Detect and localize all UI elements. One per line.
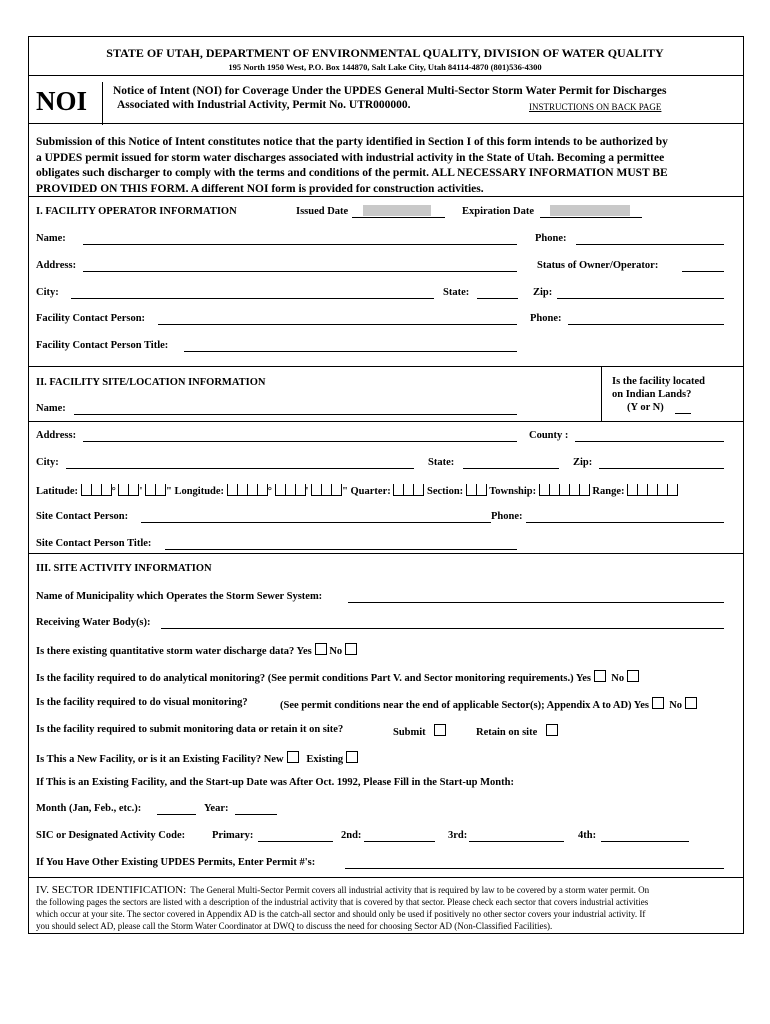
county-field[interactable] (575, 441, 724, 442)
other-permits-label: If You Have Other Existing UPDES Permits, Enter Permit #'s: (36, 857, 316, 868)
site-phone-label: Phone: (491, 511, 523, 522)
contact-person-label: Facility Contact Person: (36, 313, 146, 324)
operator-name-label: Name: (36, 233, 66, 244)
retain-option (476, 724, 558, 738)
no-label: No (611, 673, 625, 684)
range-label: Range: (592, 486, 625, 497)
site-city-label: City: (36, 457, 59, 468)
section-4-block (36, 883, 736, 932)
site-city-field[interactable] (66, 468, 414, 469)
quarter-label: " Quarter: (342, 486, 391, 497)
issued-date-field[interactable] (352, 217, 445, 218)
latitude-row (36, 484, 678, 499)
municipality-field[interactable] (348, 602, 724, 603)
notice-line-1: Notice of Intent (NOI) for Coverage Under the UPDES General Multi-Sector Storm Water Permit for Discharges (113, 85, 667, 97)
longitude-degrees-boxes[interactable] (227, 484, 268, 499)
year-field[interactable] (235, 814, 277, 815)
startup-instruction: If This is an Existing Facility, and the Start-up Date was After Oct. 1992, Please Fill in the Start-up Month: (36, 777, 514, 788)
site-name-field[interactable] (74, 414, 517, 415)
divider (29, 123, 743, 124)
latitude-seconds-boxes[interactable] (145, 484, 166, 499)
submit-question: Is the facility required to submit monitoring data or retain it on site? (36, 724, 344, 735)
township-label: Township: (489, 486, 537, 497)
month-label: Month (Jan, Feb., etc.): (36, 803, 142, 814)
latitude-minutes-boxes[interactable] (118, 484, 139, 499)
site-phone-field[interactable] (526, 522, 724, 523)
indian-lands-line-3: (Y or N) (627, 402, 664, 413)
fourth-sic-field[interactable] (601, 841, 689, 842)
divider (102, 82, 103, 125)
degree-symbol: ° (267, 486, 272, 497)
expiration-date-label: Expiration Date (462, 206, 535, 217)
latitude-degrees-boxes[interactable] (81, 484, 112, 499)
primary-sic-field[interactable] (258, 841, 333, 842)
year-label: Year: (204, 803, 229, 814)
intro-paragraph (36, 135, 668, 197)
submit-checkbox[interactable] (434, 724, 446, 736)
no-label: No (329, 646, 343, 657)
visual-note: (See permit conditions near the end of applicable Sector(s); Appendix A to AD) Yes (280, 700, 649, 711)
analytical-yes-checkbox[interactable] (594, 670, 606, 682)
retain-label: Retain on site (476, 727, 538, 738)
agency-address: 195 North 1950 West, P.O. Box 144870, Salt Lake City, Utah 84114-4870 (801)536-4300 (228, 62, 542, 72)
quant-data-label: Is there existing quantitative storm water discharge data? Yes (36, 646, 312, 657)
divider (29, 75, 743, 76)
site-zip-field[interactable] (599, 468, 724, 469)
no-label: No (669, 700, 683, 711)
section-label: Section: (427, 486, 464, 497)
operator-address-field[interactable] (83, 271, 517, 272)
site-name-label: Name: (36, 403, 66, 414)
sic-label: SIC or Designated Activity Code: (36, 830, 186, 841)
month-field[interactable] (157, 814, 196, 815)
analytical-label: Is the facility required to do analytical monitoring? (See permit conditions Part V. and Sector monitoring requirements.) Yes (36, 673, 592, 684)
minute-symbol: ' (305, 486, 309, 497)
degree-symbol: ° (111, 486, 116, 497)
site-zip-label: Zip: (573, 457, 593, 468)
divider (29, 421, 743, 422)
section-4-title: IV. SECTOR IDENTIFICATION: (36, 884, 187, 896)
county-label: County : (529, 430, 569, 441)
section-4-text: you should select AD, please call the Storm Water Coordinator at DWQ to discuss the need for choosing Sector AD (Non-Classified Facilities). (36, 921, 553, 931)
latitude-label: Latitude: (36, 486, 78, 497)
section-3-title: III. SITE ACTIVITY INFORMATION (36, 563, 212, 574)
issued-date-shade (363, 205, 431, 216)
analytical-question (36, 670, 639, 684)
divider (29, 877, 743, 878)
expiration-date-shade (550, 205, 630, 216)
analytical-no-checkbox[interactable] (627, 670, 639, 682)
intro-line: a UPDES permit issued for storm water discharges associated with industrial activity in the State of Utah. Becoming a permittee (36, 151, 665, 164)
visual-no-checkbox[interactable] (685, 697, 697, 709)
other-permits-field[interactable] (345, 868, 724, 869)
existing-facility-checkbox[interactable] (346, 751, 358, 763)
indian-lands-line-2: on Indian Lands? (612, 389, 692, 400)
section-4-text: The General Multi-Sector Permit covers all industrial activity that is required by law to be covered by a storm water permit. On (190, 885, 650, 895)
visual-question-options (280, 697, 697, 711)
operator-phone-field[interactable] (576, 244, 724, 245)
visual-question: Is the facility required to do visual monitoring? (36, 697, 248, 708)
new-existing-question (36, 751, 358, 765)
operator-city-label: City: (36, 287, 59, 298)
divider (29, 196, 743, 197)
noi-label: NOI (36, 86, 88, 116)
intro-line: PROVIDED ON THIS FORM. A different NOI form is provided for construction activities. (36, 182, 484, 195)
divider (29, 553, 743, 554)
site-state-field[interactable] (463, 468, 559, 469)
site-contact-title-label: Site Contact Person Title: (36, 538, 152, 549)
quant-yes-checkbox[interactable] (315, 643, 327, 655)
contact-title-field[interactable] (184, 351, 517, 352)
quarter-boxes[interactable] (393, 484, 424, 499)
third-sic-field[interactable] (469, 841, 564, 842)
section-4-text: which occur at your site. The sector covered in Appendix AD is the catch-all sector and should only be used if positively no other sector covers your industrial activity. If (36, 909, 646, 919)
operator-state-label: State: (443, 287, 470, 298)
section-1-title: I. FACILITY OPERATOR INFORMATION (36, 206, 237, 217)
indian-lands-field[interactable] (675, 413, 691, 414)
existing-label: Existing (306, 754, 344, 765)
receiving-water-field[interactable] (161, 628, 724, 629)
instructions-link[interactable]: INSTRUCTIONS ON BACK PAGE (529, 102, 662, 112)
intro-line: obligates such discharger to comply with the terms and conditions of the permit. ALL NECESSARY INFORMATION MUST BE (36, 167, 668, 179)
third-sic-label: 3rd: (448, 830, 468, 841)
operator-city-field[interactable] (71, 298, 434, 299)
second-sic-label: 2nd: (341, 830, 362, 841)
operator-name-field[interactable] (83, 244, 517, 245)
operator-address-label: Address: (36, 260, 77, 271)
section-boxes[interactable] (466, 484, 487, 499)
second-sic-field[interactable] (364, 841, 435, 842)
site-contact-field[interactable] (141, 522, 491, 523)
new-facility-label: Is This a New Facility, or is it an Existing Facility? New (36, 754, 284, 765)
range-boxes[interactable] (627, 484, 678, 499)
site-address-field[interactable] (83, 441, 517, 442)
quant-no-checkbox[interactable] (345, 643, 357, 655)
expiration-date-field[interactable] (540, 217, 642, 218)
section-2-title: II. FACILITY SITE/LOCATION INFORMATION (36, 377, 266, 388)
new-facility-checkbox[interactable] (287, 751, 299, 763)
site-contact-label: Site Contact Person: (36, 511, 129, 522)
owner-status-field[interactable] (682, 271, 724, 272)
municipality-label: Name of Municipality which Operates the Storm Sewer System: (36, 591, 323, 602)
fourth-sic-label: 4th: (578, 830, 597, 841)
operator-zip-field[interactable] (557, 298, 724, 299)
site-contact-title-field[interactable] (165, 549, 517, 550)
longitude-label: " Longitude: (166, 486, 225, 497)
indian-lands-line-1: Is the facility located (612, 376, 706, 387)
contact-phone-label: Phone: (530, 313, 562, 324)
retain-checkbox[interactable] (546, 724, 558, 736)
contact-phone-field[interactable] (568, 324, 724, 325)
receiving-water-label: Receiving Water Body(s): (36, 617, 151, 628)
minute-symbol: ' (139, 486, 143, 497)
township-boxes[interactable] (539, 484, 590, 499)
operator-state-field[interactable] (477, 298, 518, 299)
notice-line-2: Associated with Industrial Activity, Permit No. UTR000000. (117, 99, 411, 111)
site-state-label: State: (428, 457, 455, 468)
longitude-minutes-boxes[interactable] (275, 484, 306, 499)
contact-title-label: Facility Contact Person Title: (36, 340, 169, 351)
divider (29, 366, 743, 367)
submit-option (393, 724, 446, 738)
visual-yes-checkbox[interactable] (652, 697, 664, 709)
longitude-seconds-boxes[interactable] (311, 484, 342, 499)
divider (601, 366, 602, 421)
section-4-text: the following pages the sectors are listed with a description of the industrial activity that is covered by that sector. Please check each sector that covers industrial activities (36, 897, 649, 907)
submit-label: Submit (393, 727, 426, 738)
issued-date-label: Issued Date (296, 206, 349, 217)
site-address-label: Address: (36, 430, 77, 441)
operator-zip-label: Zip: (533, 287, 553, 298)
primary-label: Primary: (212, 830, 254, 841)
quant-data-question (36, 643, 357, 657)
intro-line: Submission of this Notice of Intent constitutes notice that the party identified in Section I of this form intends to be authorized by (36, 136, 668, 148)
owner-status-label: Status of Owner/Operator: (537, 260, 659, 271)
contact-person-field[interactable] (158, 324, 517, 325)
operator-phone-label: Phone: (535, 233, 567, 244)
agency-title: STATE OF UTAH, DEPARTMENT OF ENVIRONMENTAL QUALITY, DIVISION OF WATER QUALITY (106, 46, 664, 60)
